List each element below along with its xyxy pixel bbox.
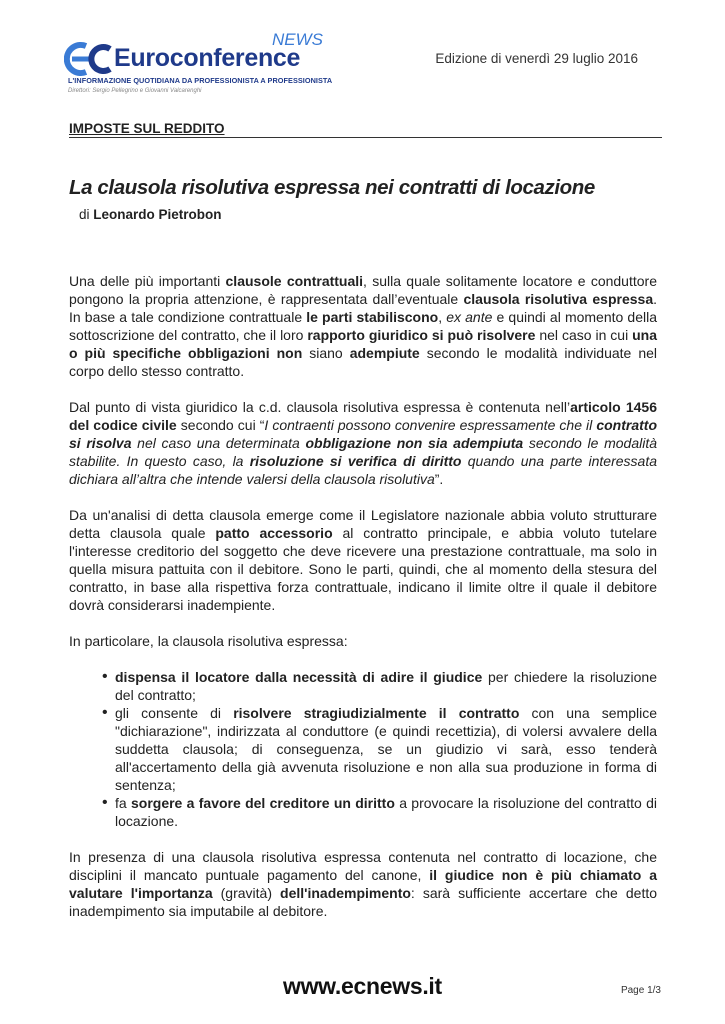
bullet-list bbox=[69, 668, 657, 830]
list-item: • fa sorgere a favore del creditore un diritto a provocare la risoluzione del contratto di locazione. bbox=[115, 794, 657, 830]
news-label: NEWS bbox=[272, 30, 323, 49]
paragraph-3: Da un'analisi di detta clausola emerge come il Legislatore nazionale abbia voluto strutturare detta clausola quale patto accessorio al contratto principale, e abbia voluto tutelare l'interesse creditorio del soggetto che deve ricevere una prestazione contrattuale, ma solo in quella misura pattuita con il debitore. Sono le parti, quindi, che al momento della stesura del contratto, in base alla rispettiva forza contrattuale, indicano il limite oltre il quale il debitore dovrà considerarsi inadempiente. bbox=[69, 507, 657, 613]
euroconference-logo bbox=[64, 30, 344, 98]
directors: Direttori: Sergio Pellegrino e Giovanni Valcarenghi bbox=[68, 88, 202, 94]
article-title: La clausola risolutiva espressa nei contratti di locazione bbox=[69, 176, 595, 199]
paragraph-5: In presenza di una clausola risolutiva espressa contenuta nel contratto di locazione, che disciplini il mancato puntuale pagamento del canone, il giudice non è più chiamato a valutare l'importanza (gravità) dell'inadempimento: sarà sufficiente accertare che detto inadempimento sia imputabile al debitore. bbox=[69, 849, 658, 919]
list-item: • gli consente di risolvere stragiudizialmente il contratto con una semplice "dichiarazione", indirizzata al conduttore (e quindi recettizia), di volersi avvalere della suddetta clausola; di conseguenza, se un giudizio vi sarà, esso tenderà all'accertamento della già avvenuta risoluzione e non alla sua produzione in forma di sentenza; bbox=[115, 704, 657, 794]
author-name: Leonardo Pietrobon bbox=[93, 207, 222, 222]
section-heading: IMPOSTE SUL REDDITO bbox=[69, 121, 225, 136]
brand-name: Euroconference bbox=[114, 44, 301, 72]
tagline: L'INFORMAZIONE QUOTIDIANA DA PROFESSIONISTA A PROFESSIONISTA bbox=[68, 76, 333, 85]
byline bbox=[79, 207, 222, 222]
page-number: Page 1/3 bbox=[620, 985, 661, 996]
paragraph-2: Dal punto di vista giuridico la c.d. clausola risolutiva espressa è contenuta nell’articolo 1456 del codice civile secondo cui “I contraenti possono convenire espressamente che il contratto si risolva nel caso una determinata obbligazione non sia adempiuta secondo le modalità stabilite. In questo caso, la risoluzione si verifica di diritto quando una parte interessata dichiara all’altra che intende valersi della clausola risolutiva”. bbox=[69, 399, 657, 487]
edition-date: Edizione di venerdì 29 luglio 2016 bbox=[435, 51, 638, 66]
section-divider bbox=[69, 137, 662, 138]
website-link[interactable]: www.ecnews.it bbox=[283, 973, 442, 999]
article-body bbox=[69, 272, 657, 938]
ec-logo-icon bbox=[64, 40, 112, 76]
paragraph-1: Una delle più importanti clausole contrattuali, sulla quale solitamente locatore e conduttore pongono la propria attenzione, è rappresentata dall’eventuale clausola risolutiva espressa. In base a tale condizione contrattuale le parti stabiliscono, ex ante e quindi al momento della sottoscrizione del contratto, che il loro rapporto giuridico si può risolvere nel caso in cui una o più specifiche obbligazioni non siano adempiute secondo le modalità individuate nel corpo dello stesso contratto. bbox=[69, 273, 658, 379]
paragraph-4: In particolare, la clausola risolutiva espressa: bbox=[69, 633, 348, 649]
list-item: • dispensa il locatore dalla necessità di adire il giudice per chiedere la risoluzione del contratto; bbox=[115, 668, 657, 704]
byline-prefix: di bbox=[79, 207, 90, 222]
